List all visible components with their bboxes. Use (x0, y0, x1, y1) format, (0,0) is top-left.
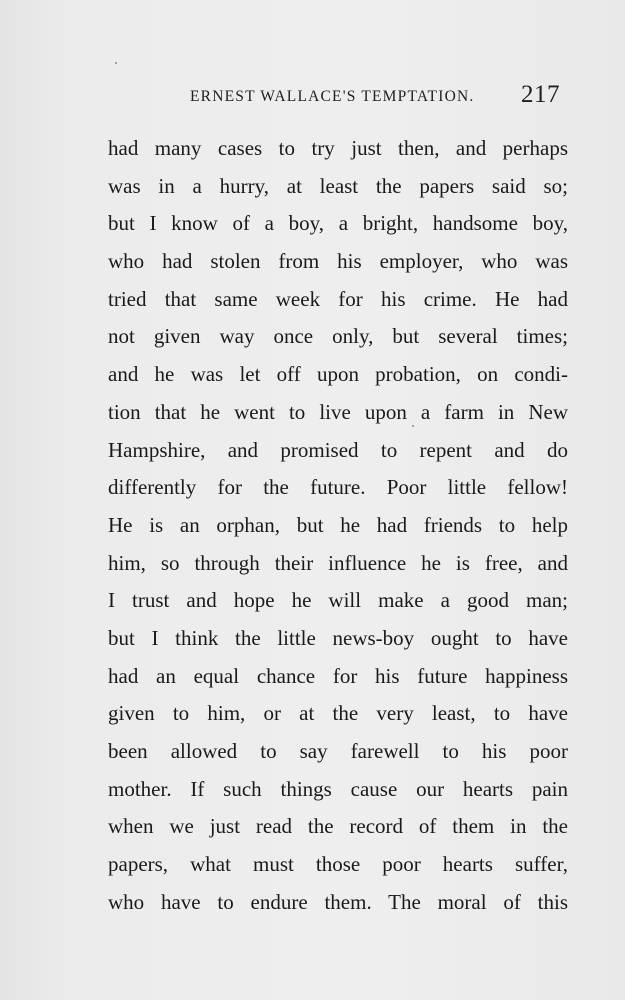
page-number: 217 (521, 81, 560, 108)
text-line: I trust and hope he will make a good man; (108, 588, 568, 613)
body-text (108, 130, 568, 921)
paper-speck (115, 62, 117, 64)
text-line: who had stolen from his employer, who was (108, 249, 568, 274)
text-line: He is an orphan, but he had friends to help (108, 512, 568, 537)
text-line: but I know of a boy, a bright, handsome boy, (108, 211, 568, 236)
text-line: had an equal chance for his future happiness (108, 663, 568, 688)
text-line: when we just read the record of them in the (108, 814, 568, 839)
text-line: not given way once only, but several times; (108, 324, 568, 349)
paper-speck (412, 425, 414, 427)
text-line: but I think the little news-boy ought to have (108, 625, 568, 650)
text-line: given to him, or at the very least, to have (108, 701, 568, 726)
running-head (190, 81, 572, 112)
text-line: been allowed to say farewell to his poor (108, 739, 568, 763)
text-line: and he was let off upon probation, on condi- (108, 362, 568, 387)
running-title: ERNEST WALLACE'S TEMPTATION. (190, 88, 475, 105)
text-line: tried that same week for his crime. He had (108, 286, 568, 311)
text-line: was in a hurry, at least the papers said so; (108, 173, 568, 198)
text-line: Hampshire, and promised to repent and do (108, 437, 568, 462)
text-line: had many cases to try just then, and perhaps (108, 136, 568, 160)
text-line: mother. If such things cause our hearts pain (108, 776, 568, 801)
text-line: tion that he went to live upon a farm in New (108, 399, 568, 424)
text-line: papers, what must those poor hearts suffer, (108, 852, 568, 877)
text-line: him, so through their influence he is free, and (108, 550, 568, 575)
text-line: who have to endure them. The moral of this (108, 889, 568, 914)
text-line: differently for the future. Poor little fellow! (108, 475, 568, 500)
